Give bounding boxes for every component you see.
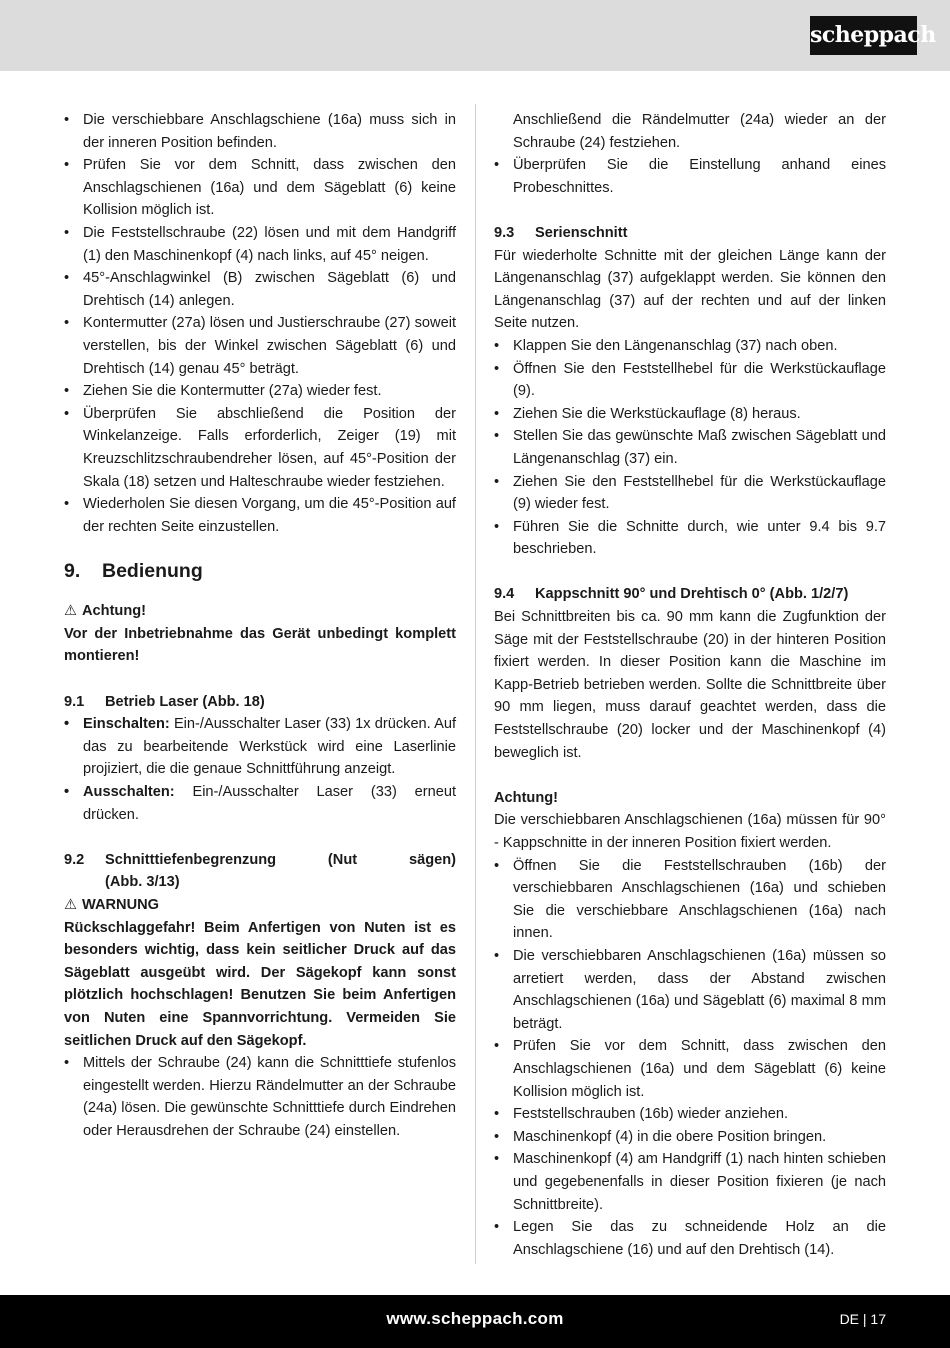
list-item: • Öffnen Sie die Feststellschrauben (16b) der verschiebbaren Anschlagschienen (16a) und schieben Sie die verschiebbare Anschlagschienen (16a) nach innen. bbox=[494, 857, 886, 942]
warning-icon: ⚠ bbox=[64, 603, 78, 620]
list-item: • Maschinenkopf (4) am Handgriff (1) nach hinten schieben und gegebenenfalls in dieser Position fixieren (je nach Schnittbreite). bbox=[494, 1151, 886, 1213]
list-item: • Ziehen Sie die Kontermutter (27a) wieder fest. bbox=[64, 383, 382, 400]
list-item: • Mittels der Schraube (24) kann die Schnitttiefe stufenlos eingestellt werden. Hierzu Rändelmutter an der Schraube (24a) lösen. Die gewünschte Schnitttiefe durch Eindrehen oder Herausdrehen der Schraube (24) einstellen. bbox=[64, 1055, 456, 1139]
list-item: • Legen Sie das zu schneidende Holz an die Anschlagschiene (16) und auf den Drehtisch (14). bbox=[494, 1219, 886, 1258]
list-item: • Führen Sie die Schnitte durch, wie unter 9.4 bis 9.7 beschrieben. bbox=[494, 518, 886, 558]
list-item: • Überprüfen Sie die Einstellung anhand eines Probeschnittes. bbox=[494, 157, 886, 196]
list-item: • 45°-Anschlagwinkel (B) zwischen Sägeblatt (6) und Drehtisch (14) anlegen. bbox=[64, 270, 456, 309]
subsection-heading-9-4: 9.4 Kappschnitt 90° und Drehtisch 0° (Abb. 1/2/7) bbox=[494, 586, 849, 603]
list-item: • Öffnen Sie den Feststellhebel für die Werkstückauflage (9). bbox=[494, 360, 886, 400]
bullet-list-top bbox=[64, 109, 456, 538]
list-item: • Überprüfen Sie abschließend die Position der Winkelanzeige. Falls erforderlich, Zeiger (19) mit Kreuzschlitzschraubendreher lösen, auf 45°-Position der Skala (18) setzen und Halteschraube wieder festziehen. bbox=[64, 405, 456, 490]
right-column bbox=[494, 109, 886, 1261]
list-item: • Einschalten: Ein-/Ausschalter Laser (33) 1x drücken. Auf das zu bearbeitende Werkstück wird eine Laserlinie projiziert, die die genaue Schnittführung anzeigt. bbox=[64, 716, 456, 778]
list-item: • Feststellschrauben (16b) wieder anziehen. bbox=[494, 1106, 789, 1123]
left-column bbox=[64, 109, 456, 1143]
section-heading-9: 9. Bedienung bbox=[64, 560, 203, 583]
paragraph: Bei Schnittbreiten bis ca. 90 mm kann die Zugfunktion der Säge mit der Feststellschraube (20) in der hinteren Position fixiert werden. In dieser Position kann die Maschine im Kapp-Betrieb betrieben werden. Sollte die Schnittbreite über 90 mm liegen, muss darauf geachtet werden, dass die Feststellschraube (20) locker und der Maschinenkopf (4) beweglich ist. bbox=[494, 609, 886, 761]
list-item: • Die Feststellschraube (22) lösen und mit dem Handgriff (1) den Maschinenkopf (4) nach links, auf 45° neigen. bbox=[64, 224, 456, 264]
attention-heading: ⚠ Achtung! bbox=[64, 600, 456, 623]
list-item: • Wiederholen Sie diesen Vorgang, um die 45°-Position auf der rechten Seite einzustellen. bbox=[64, 496, 456, 535]
list-item: • Ziehen Sie den Feststellhebel für die Werkstückauflage (9) wieder fest. bbox=[494, 473, 886, 513]
paragraph: Für wiederholte Schnitte mit der gleichen Länge kann der Längenanschlag (37) aufgeklappt werden. Sie können den Längenanschlag (37) auf der rechten und auf der linken Seite nutzen. bbox=[494, 247, 886, 332]
column-divider bbox=[475, 104, 476, 1264]
subsection-heading-9-3: 9.3 Serienschnitt bbox=[494, 224, 628, 241]
warning-icon: ⚠ bbox=[64, 897, 78, 913]
header-bar bbox=[0, 0, 950, 71]
list-item-continued: Anschließend die Rändelmutter (24a) wieder an der Schraube (24) festziehen. bbox=[513, 112, 886, 151]
page-number: DE | 17 bbox=[839, 1311, 886, 1327]
list-item: • Maschinenkopf (4) in die obere Position bringen. bbox=[494, 1128, 827, 1145]
list-item: • Stellen Sie das gewünschte Maß zwischen Sägeblatt und Längenanschlag (37) ein. bbox=[494, 428, 886, 467]
website-link[interactable]: www.scheppach.com bbox=[386, 1309, 564, 1328]
attention-heading: Achtung! bbox=[494, 789, 559, 806]
subsection-heading-9-2-line2: (Abb. 3/13) bbox=[105, 874, 180, 891]
list-item: • Prüfen Sie vor dem Schnitt, dass zwischen den Anschlagschienen (16a) und dem Sägeblatt (6) keine Kollision möglich ist. bbox=[494, 1038, 886, 1100]
list-item: • Ausschalten: Ein-/Ausschalter Laser (33) erneut drücken. bbox=[64, 784, 456, 823]
list-item: • Kontermutter (27a) lösen und Justierschraube (27) soweit verstellen, bis der Winkel zwischen Sägeblatt (6) und Drehtisch (14) genau 45° beträgt. bbox=[64, 315, 456, 377]
warning-heading: ⚠ WARNUNG bbox=[64, 894, 456, 917]
list-item: • Ziehen Sie die Werkstückauflage (8) heraus. bbox=[494, 405, 801, 422]
list-item: • Klappen Sie den Längenanschlag (37) nach oben. bbox=[494, 337, 838, 354]
list-item: • Prüfen Sie vor dem Schnitt, dass zwischen den Anschlagschienen (16a) und dem Sägeblatt (6) keine Kollision möglich ist. bbox=[64, 157, 456, 219]
subsection-heading-9-2: 9.2 Schnitttiefenbegrenzung (Nut sägen) bbox=[64, 851, 456, 868]
attention-text: Vor der Inbetriebnahme das Gerät unbedingt komplett montieren! bbox=[64, 625, 456, 665]
list-item: • Die verschiebbare Anschlagschiene (16a) muss sich in der inneren Position befinden. bbox=[64, 112, 456, 151]
subsection-heading-9-1: 9.1 Betrieb Laser (Abb. 18) bbox=[64, 693, 265, 710]
footer-bar bbox=[0, 1295, 950, 1348]
warning-text: Rückschlaggefahr! Beim Anfertigen von Nuten ist es besonders wichtig, dass kein seitlicher Druck auf das Sägeblatt ausgeübt wird. Der Sägekopf kann sonst plötzlich hochschlagen! Benutzen Sie beim Anfertigen von Nuten eine Spannvorrichtung. Vermeiden Sie seitlichen Druck auf den Sägekopf. bbox=[64, 919, 456, 1049]
attention-text: Die verschiebbaren Anschlagschienen (16a) müssen für 90° - Kappschnitte in der inneren Position fixiert werden. bbox=[494, 812, 886, 851]
list-item: • Die verschiebbaren Anschlagschienen (16a) müssen so arretiert werden, dass der Abstand zwischen Anschlagschienen (16a) und Sägeblatt (6) maximal 8 mm beträgt. bbox=[494, 947, 886, 1032]
brand-logo: scheppach bbox=[810, 16, 917, 55]
